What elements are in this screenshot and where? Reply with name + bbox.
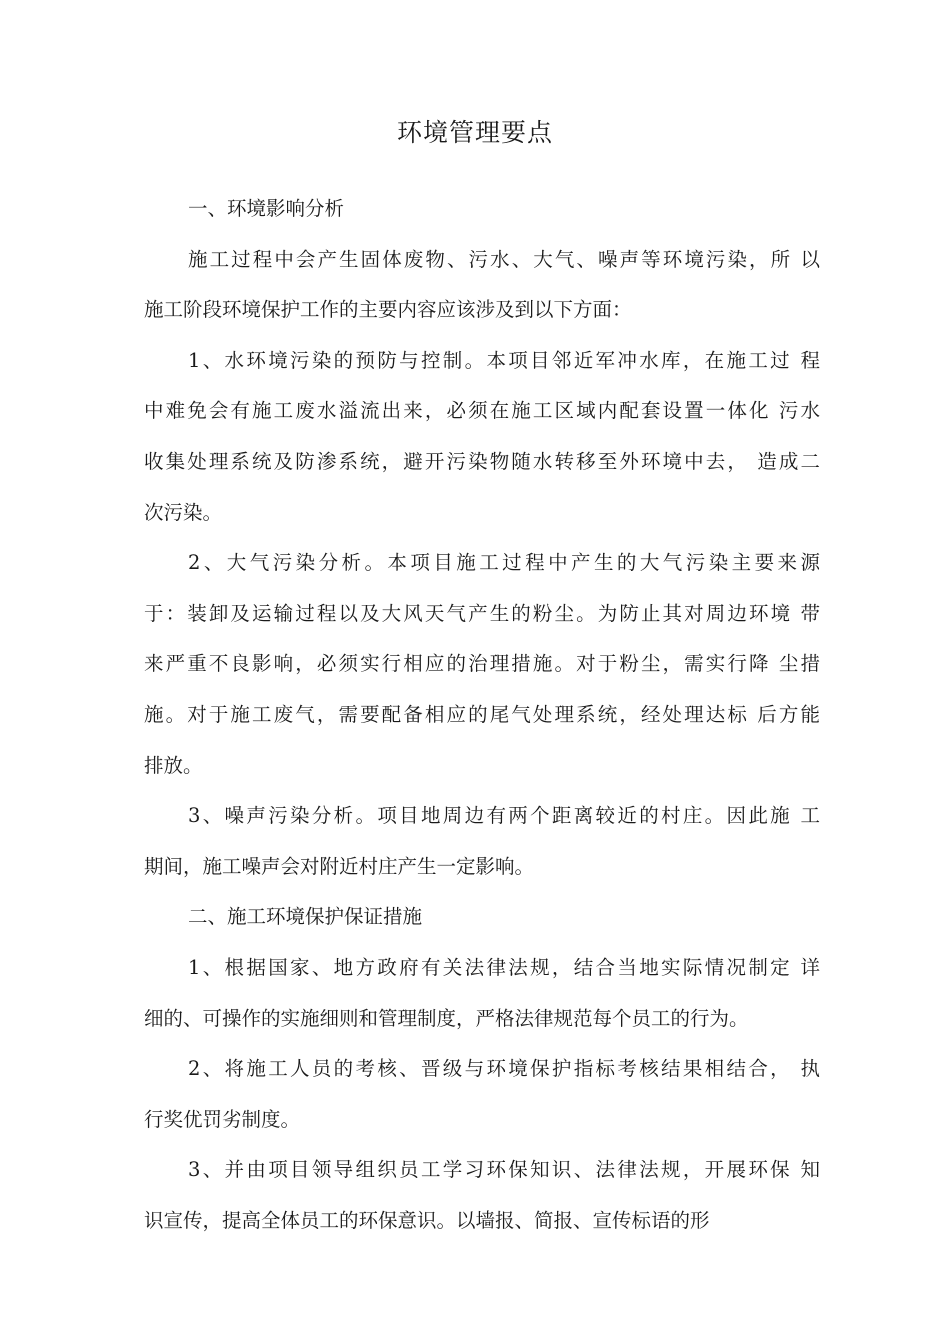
- paragraph-line: 细的、可操作的实施细则和管理制度，严格法律规范每个员工的行为。: [144, 1006, 749, 1030]
- paragraph-line: 3、噪声污染分析。项目地周边有两个距离较近的村庄。因此施 工: [188, 804, 820, 828]
- paragraph-line: 一、环境影响分析: [188, 197, 345, 220]
- paragraph: [144, 336, 820, 538]
- paragraph: [144, 184, 820, 235]
- paragraph-line: 1、水环境污染的预防与控制。本项目邻近军冲水库，在施工过 程: [188, 348, 820, 372]
- paragraph-line: 次污染。: [144, 500, 223, 524]
- paragraph: [144, 235, 820, 336]
- paragraph-line: 2、大气污染分析。本项目施工过程中产生的大气污染主要来源: [188, 551, 820, 575]
- paragraph-line: 二、施工环境保护保证措施: [188, 905, 423, 929]
- document-body: [144, 184, 820, 1246]
- paragraph-line: 施工阶段环境保护工作的主要内容应该涉及到以下方面：: [144, 298, 632, 322]
- paragraph-line: 于：装卸及运输过程以及大风天气产生的粉尘。为防止其对周边环境 带: [144, 601, 820, 625]
- paragraph-line: 行奖优罚劣制度。: [144, 1107, 301, 1131]
- paragraph-line: 中难免会有施工废水溢流出来，必须在施工区域内配套设置一体化 污水: [144, 399, 820, 423]
- paragraph: [144, 892, 820, 943]
- paragraph: [144, 943, 820, 1044]
- paragraph-line: 3、并由项目领导组织员工学习环保知识、法律法规，开展环保 知: [188, 1158, 820, 1182]
- paragraph-line: 排放。: [144, 753, 203, 777]
- paragraph: [144, 791, 820, 892]
- paragraph-line: 识宣传，提高全体员工的环保意识。以墙报、简报、宣传标语的形: [144, 1208, 710, 1232]
- paragraph: [144, 1044, 820, 1145]
- paragraph-line: 施。对于施工废气，需要配备相应的尾气处理系统，经处理达标 后方能: [144, 702, 820, 726]
- document-title: 环境管理要点: [396, 118, 553, 147]
- paragraph-line: 1、根据国家、地方政府有关法律法规，结合当地实际情况制定 详: [188, 955, 820, 979]
- paragraph-line: 收集处理系统及防渗系统，避开污染物随水转移至外环境中去， 造成二: [144, 449, 820, 473]
- paragraph: [144, 1145, 820, 1246]
- paragraph-line: 来严重不良影响，必须实行相应的治理措施。对于粉尘，需实行降 尘措: [144, 652, 820, 676]
- paragraph-line: 期间，施工噪声会对附近村庄产生一定影响。: [144, 854, 535, 878]
- paragraph-line: 2、将施工人员的考核、晋级与环境保护指标考核结果相结合， 执: [188, 1057, 820, 1081]
- paragraph-line: 施工过程中会产生固体废物、污水、大气、噪声等环境污染，所 以: [188, 247, 820, 271]
- paragraph: [144, 538, 820, 791]
